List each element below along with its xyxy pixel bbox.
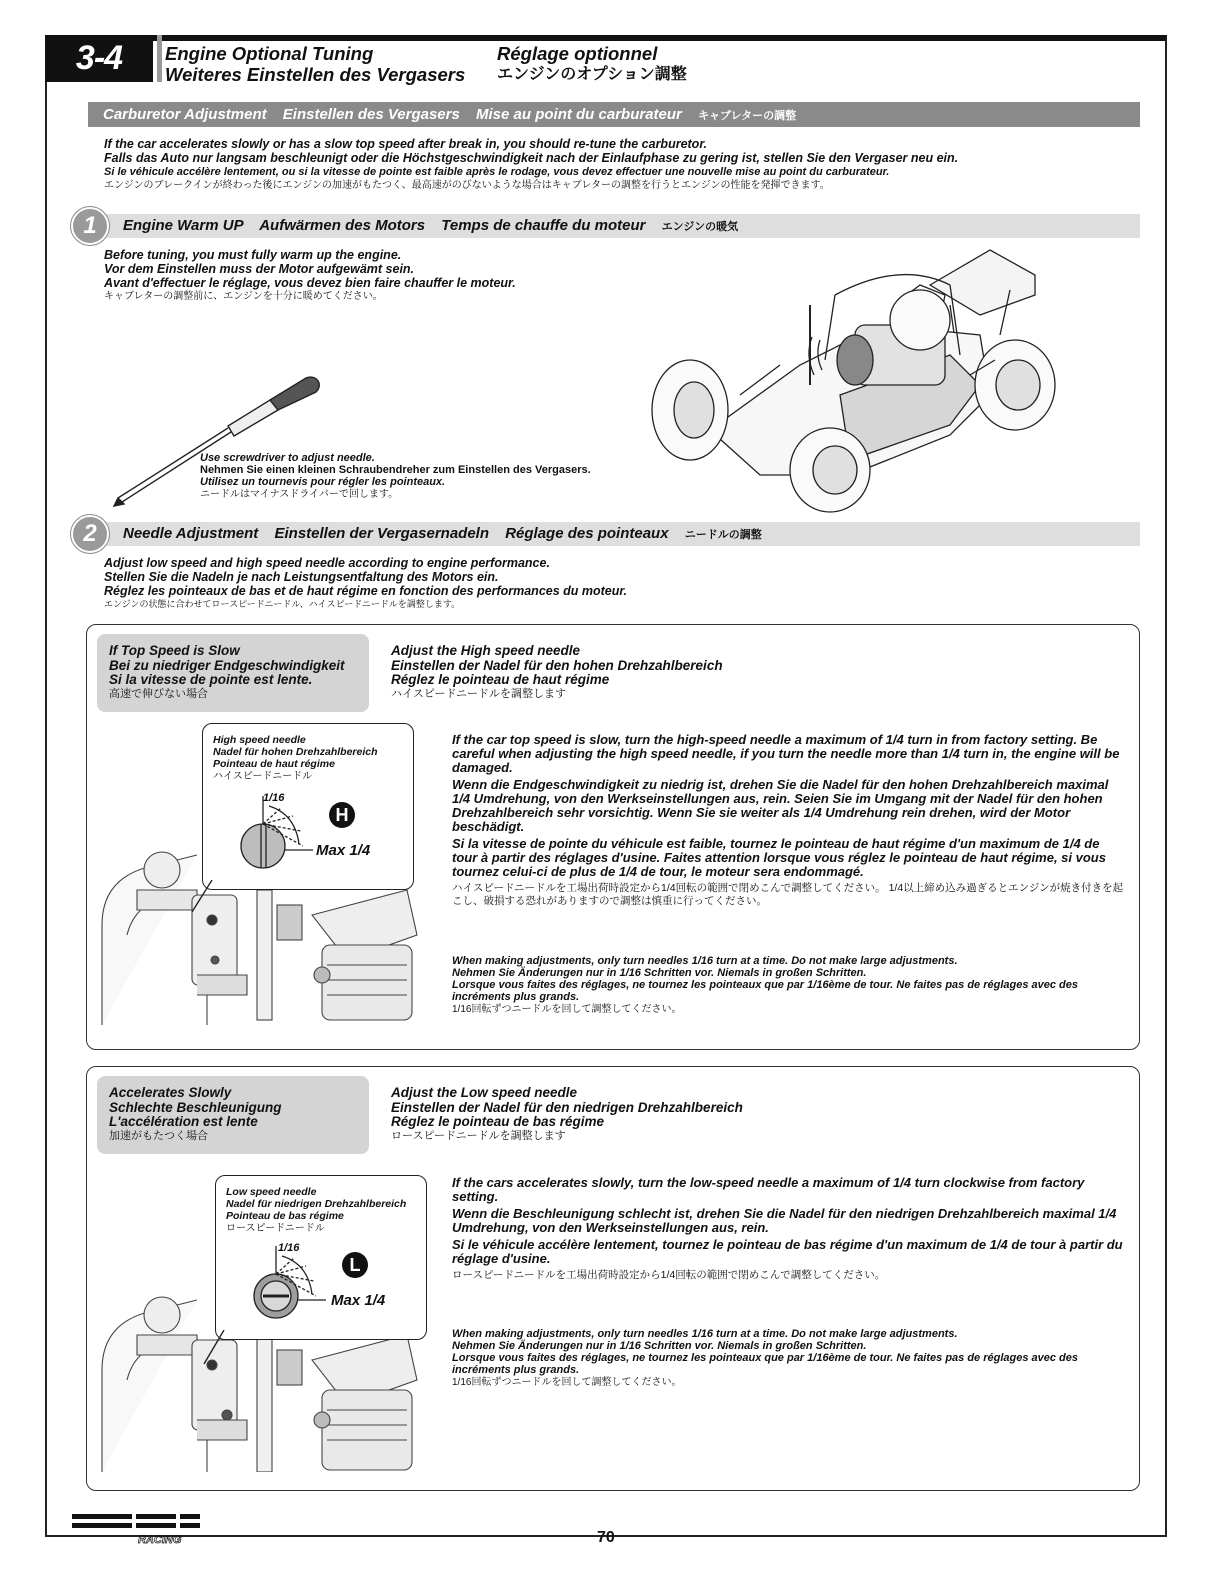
low-body-jp: ロースピードニードルを工場出荷時設定から1/4回転の範囲で閉めこんで調整してください。	[452, 1269, 886, 1281]
low-needle-dial	[246, 1236, 366, 1336]
section-badge	[45, 35, 153, 82]
step2-de: Einstellen der Vergasernadeln	[274, 525, 490, 542]
high-action-text	[391, 644, 723, 701]
high-note-jp: 1/16回転ずつニードルを回して調整してください。	[452, 1004, 682, 1015]
step1-de: Aufwärmen des Motors	[259, 217, 426, 234]
low-condition-en: Accelerates Slowly	[109, 1085, 232, 1100]
carburetor-adjustment-bar	[88, 102, 1140, 127]
step2-en: Needle Adjustment	[123, 525, 259, 542]
step2-number: 2	[71, 515, 109, 553]
carb-bar-de: Einstellen des Vergasers	[282, 106, 460, 123]
high-body-text	[452, 733, 1124, 911]
low-note-de: Nehmen Sie Änderungen nur in 1/16 Schritten vor. Niemals in großen Schritten.	[452, 1340, 867, 1352]
high-callout-text	[213, 734, 378, 783]
low-note-en: When making adjustments, only turn needles 1/16 turn at a time. Do not make large adjustments.	[452, 1328, 958, 1340]
high-condition-fr: Si la vitesse de pointe est lente.	[109, 672, 313, 687]
high-callout-fr: Pointeau de haut régime	[213, 758, 335, 770]
low-body-de: Wenn die Beschleunigung schlecht ist, drehen Sie die Nadel für den niedrigen Drehzahlbereich maximal 1/4 Umdrehung, von den Werkseinstellungen aus, rein.	[452, 1206, 1117, 1235]
carb-bar-fr: Mise au point du carburateur	[476, 106, 682, 123]
high-note-en: When making adjustments, only turn needles 1/16 turn at a time. Do not make large adjustments.	[452, 955, 958, 967]
high-body-en: If the car top speed is slow, turn the high-speed needle a maximum of 1/4 turn in from factory setting. Be careful when adjusting the high speed needle, if you turn the needle more than 1/4 turn in, the engine will be damaged.	[452, 732, 1120, 775]
low-action-de: Einstellen der Nadel für den niedrigen Drehzahlbereich	[391, 1099, 743, 1115]
low-condition-text	[109, 1086, 282, 1143]
screwdriver-caption-en: Use screwdriver to adjust needle.	[200, 452, 375, 464]
low-note-jp: 1/16回転ずつニードルを回して調整してください。	[452, 1377, 682, 1388]
high-body-fr: Si la vitesse de pointe du véhicule est faible, tournez le pointeau de haut régime d'un maximum de 1/4 de tour à partir des réglages d'usine. Faites attention lorsque vous réglez le pointeau de haut régime, si vous tournez celui-ci de plus de 1/4 de tour, le moteur sera endommagé.	[452, 836, 1106, 879]
screwdriver-caption-de: Nehmen Sie einen kleinen Schraubendreher zum Einstellen des Vergasers.	[200, 464, 591, 476]
low-callout-jp: ロースピードニードル	[226, 1223, 325, 1234]
low-condition-fr: L'accélération est lente	[109, 1114, 258, 1129]
step1-en: Engine Warm UP	[123, 217, 244, 234]
screwdriver-caption	[200, 452, 620, 501]
low-body-en: If the cars accelerates slowly, turn the low-speed needle a maximum of 1/4 turn clockwise from factory setting.	[452, 1175, 1085, 1204]
high-condition-en: If Top Speed is Slow	[109, 643, 240, 658]
section-title-de: Weiteres Einstellen des Vergasers	[165, 64, 466, 85]
low-action-fr: Réglez le pointeau de bas régime	[391, 1114, 605, 1129]
intro-fr: Si le véhicule accélère lentement, ou si la vitesse de pointe est faible après le rodage, vous devez effectuer une nouvelle mise au point du carburateur.	[104, 166, 890, 178]
step2-text-jp: エンジンの状態に合わせてロースピードニードル、ハイスピードニードルを調整します。	[104, 599, 461, 609]
low-action-jp: ロースピードニードルを調整します	[391, 1129, 566, 1142]
low-note-fr: Lorsque vous faites des réglages, ne tournez les pointeaux que par 1/16ème de tour. Ne faites pas de réglages avec des incréments plus grands.	[452, 1352, 1079, 1376]
step2-text-en: Adjust low speed and high speed needle according to engine performance.	[104, 556, 550, 570]
low-condition-box	[97, 1076, 369, 1154]
intro-de: Falls das Auto nur langsam beschleunigt oder die Höchstgeschwindigkeit nach der Einlaufphase zu gering ist, stellen Sie den Vergaser neu ein.	[104, 151, 959, 165]
high-note-de: Nehmen Sie Änderungen nur in 1/16 Schritten vor. Niemals in großen Schritten.	[452, 967, 867, 979]
step1-text-fr: Avant d'effectuer le réglage, vous devez bien faire chauffer le moteur.	[104, 276, 516, 290]
high-needle-dial	[233, 786, 353, 886]
high-condition-jp: 高速で伸びない場合	[109, 687, 208, 700]
step1-jp: エンジンの暖気	[661, 221, 739, 233]
high-condition-box	[97, 634, 369, 712]
low-callout-pointer	[196, 1330, 236, 1370]
page-number: 70	[597, 1529, 615, 1546]
step2-text	[104, 556, 804, 611]
low-condition-jp: 加速がもたつく場合	[109, 1129, 208, 1142]
low-needle-callout	[215, 1175, 427, 1340]
intro-text	[104, 137, 1144, 192]
intro-en: If the car accelerates slowly or has a slow top speed after break in, you should re-tune the carburetor.	[104, 137, 707, 151]
step1-bar	[88, 214, 1140, 238]
step1-text-jp: キャブレターの調整前に、エンジンを十分に暖めてください。	[104, 291, 383, 302]
step2-fr: Réglage des pointeaux	[505, 525, 669, 542]
section-title-fr: Réglage optionnel	[497, 43, 658, 64]
low-max-label: Max 1/4	[331, 1292, 386, 1309]
high-body-jp: ハイスピードニードルを工場出荷時設定から1/4回転の範囲で閉めこんで調整してください。 1/4以上締め込み過ぎるとエンジンが焼き付きを起こし、破損する恐れがありますので調整は慎重に行ってください。	[452, 882, 1124, 907]
intro-jp: エンジンのブレークインが終わった後にエンジンの加速がもたつく、最高速がのびないような場合はキャブレターの調整を行うとエンジンの性能を発揮できます。	[104, 180, 830, 191]
high-condition-text	[109, 644, 345, 701]
low-fraction-label: 1/16	[278, 1242, 300, 1254]
high-max-label: Max 1/4	[316, 842, 371, 859]
step2-jp: ニードルの調整	[684, 529, 762, 541]
step2-text-de: Stellen Sie die Nadeln je nach Leistungsentfaltung des Motors ein.	[104, 570, 499, 584]
screwdriver-caption-fr: Utilisez un tournevis pour régler les pointeaux.	[200, 476, 446, 488]
high-action-en: Adjust the High speed needle	[391, 643, 581, 658]
low-callout-de: Nadel für niedrigen Drehzahlbereich	[226, 1198, 407, 1210]
high-fraction-label: 1/16	[263, 792, 285, 804]
step1-fr: Temps de chauffe du moteur	[441, 217, 646, 234]
high-needle-callout	[202, 723, 414, 890]
high-body-de: Wenn die Endgeschwindigkeit zu niedrig ist, drehen Sie die Nadel für den hohen Drehzahlbereich maximal 1/4 Umdrehung, von den Werkseinstellungen aus, rein. Seien Sie im Umgang mit der Nadel für den hohen Drehzahlbereich sehr vorsichtig. Wenn Sie sie weiter als 1/4 Umdrehung rein drehen, wird der Motor beschädigt.	[452, 777, 1109, 834]
low-action-en: Adjust the Low speed needle	[391, 1085, 578, 1100]
screwdriver-caption-jp: ニードルはマイナスドライバーで回します。	[200, 489, 399, 500]
step1-text-de: Vor dem Einstellen muss der Motor aufgewämt sein.	[104, 262, 415, 276]
step1-text	[104, 248, 704, 303]
low-condition-de: Schlechte Beschleunigung	[109, 1099, 282, 1115]
section-title-jp: エンジンのオプション調整	[497, 66, 687, 83]
step2-text-fr: Réglez les pointeaux de bas et de haut régime en fonction des performances du moteur.	[104, 584, 628, 598]
low-body-text	[452, 1176, 1124, 1285]
high-callout-jp: ハイスピードニードル	[213, 771, 313, 782]
step1-number: 1	[71, 207, 109, 245]
section-number: 3-4	[75, 39, 123, 77]
low-callout-fr: Pointeau de bas régime	[226, 1210, 344, 1222]
high-note	[452, 955, 1124, 1016]
high-action-fr: Réglez le pointeau de haut régime	[391, 672, 610, 687]
carb-bar-jp: キャブレターの調整	[698, 110, 797, 122]
low-note	[452, 1328, 1124, 1389]
low-action-text	[391, 1086, 743, 1143]
svg-text:RACING: RACING	[138, 1534, 182, 1546]
low-callout-en: Low speed needle	[226, 1186, 317, 1198]
high-callout-pointer	[186, 880, 226, 920]
high-callout-en: High speed needle	[213, 734, 306, 746]
high-action-jp: ハイスピードニードルを調整します	[391, 687, 567, 700]
step1-text-en: Before tuning, you must fully warm up the engine.	[104, 248, 402, 262]
low-body-fr: Si le véhicule accélère lentement, tournez le pointeau de bas régime d'un maximum de 1/4 de tour à partir du réglage d'usine.	[452, 1237, 1123, 1266]
high-condition-de: Bei zu niedriger Endgeschwindigkeit	[109, 657, 345, 673]
high-needle-letter: H	[329, 802, 355, 828]
high-action-de: Einstellen der Nadel für den hohen Drehzahlbereich	[391, 657, 723, 673]
step2-bar	[88, 522, 1140, 546]
buggy-illustration	[650, 245, 1070, 515]
high-callout-de: Nadel für hohen Drehzahlbereich	[213, 746, 378, 758]
low-needle-letter: L	[342, 1252, 368, 1278]
hpi-racing-logo	[72, 1510, 207, 1546]
high-note-fr: Lorsque vous faites des réglages, ne tournez les pointeaux que par 1/16ème de tour. Ne faites pas de réglages avec des incréments plus grands.	[452, 979, 1079, 1003]
carb-bar-en: Carburetor Adjustment	[103, 106, 267, 123]
section-title-en: Engine Optional Tuning	[165, 43, 374, 64]
low-callout-text	[226, 1186, 406, 1235]
